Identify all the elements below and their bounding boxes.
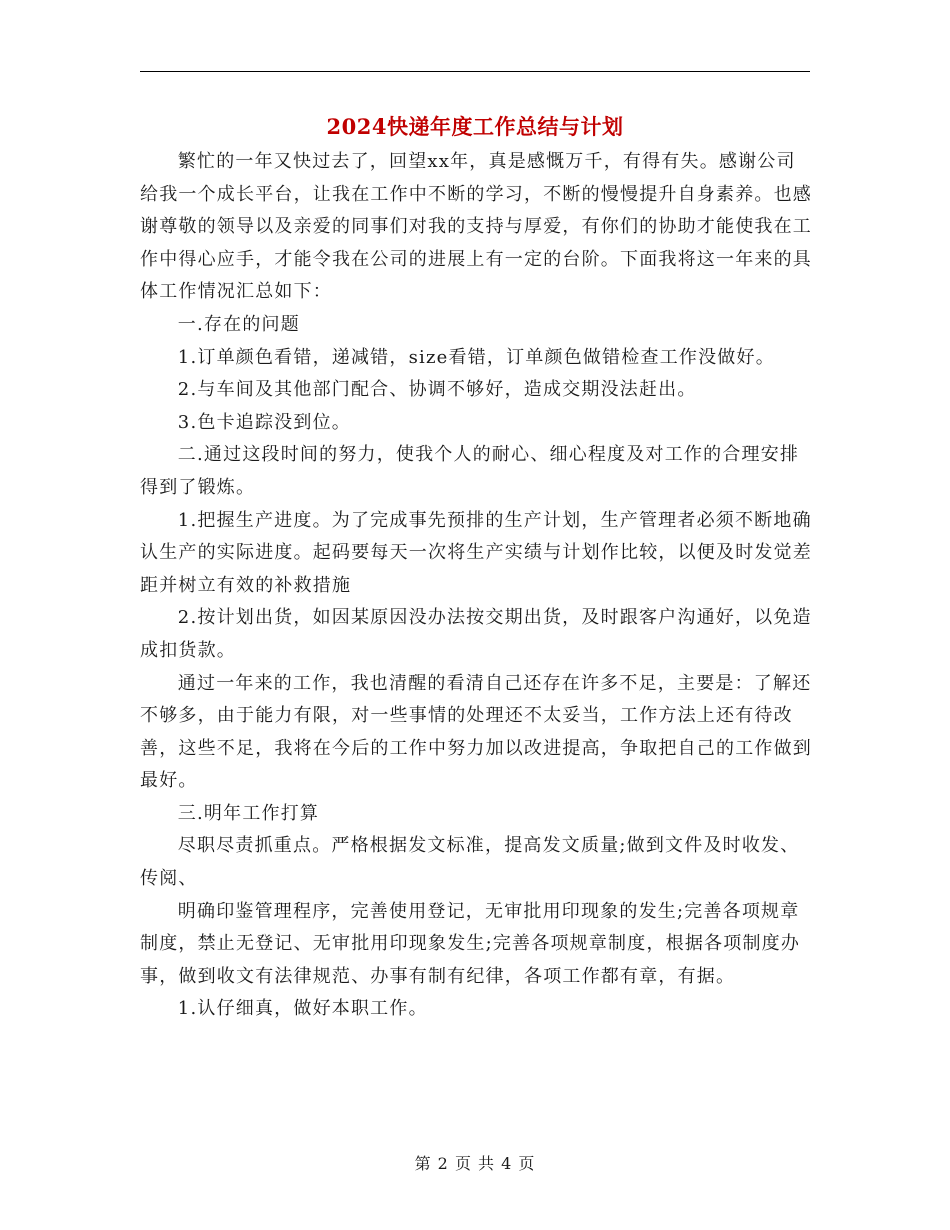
paragraph-problem-3: 3.色卡追踪没到位。 xyxy=(177,411,351,433)
section-heading-plan: 三.明年工作打算 xyxy=(177,802,320,824)
paragraph-intro: 繁忙的一年又快过去了，回望xx年，真是感慨万千，有得有失。感谢公司给我一个成长平台，让我在工作中不断的学习，不断的慢慢提升自身素养。也感谢尊敬的领导以及亲爱的同事们对我的支持与厚爱，有你们的协助才能使我在工作中得心应手，才能令我在公司的进展上有一定的台阶。下面我将这一年来的具体工作情况汇总如下： xyxy=(140,151,812,303)
paragraph-progress-2: 2.按计划出货，如因某原因没办法按交期出货，及时跟客户沟通好，以免造成扣货款。 xyxy=(140,607,812,661)
header-rule xyxy=(140,71,810,72)
paragraph-plan-3: 1.认仔细真，做好本职工作。 xyxy=(177,998,428,1020)
paragraph-problem-2: 2.与车间及其他部门配合、协调不够好，造成交期没法赶出。 xyxy=(177,379,697,401)
paragraph-problem-1: 1.订单颜色看错，递减错，size看错，订单颜色做错检查工作没做好。 xyxy=(177,346,775,368)
section-heading-progress: 二.通过这段时间的努力，使我个人的耐心、细心程度及对工作的合理安排得到了锻炼。 xyxy=(140,444,800,498)
document-title: 2024快递年度工作总结与计划 xyxy=(326,114,624,139)
section-heading-problems: 一.存在的问题 xyxy=(177,313,300,335)
paragraph-plan-1: 尽职尽责抓重点。严格根据发文标准，提高发文质量;做到文件及时收发、传阅、 xyxy=(140,835,800,890)
document-body xyxy=(140,146,812,1026)
paragraph-plan-2: 明确印鉴管理程序，完善使用登记，无审批用印现象的发生;完善各项规章制度，禁止无登记、无审批用印现象发生;完善各项规章制度，根据各项制度办事，做到收文有法律规范、办事有制有纪律，各项工作都有章，有据。 xyxy=(140,900,801,987)
page-number-label: 第 2 页 共 4 页 xyxy=(414,1154,536,1173)
page-footer xyxy=(0,1152,950,1176)
paragraph-progress-1: 1.把握生产进度。为了完成事先预排的生产计划，生产管理者必须不断地确认生产的实际进度。起码要每天一次将生产实绩与计划作比较，以便及时发觉差距并树立有效的补救措施 xyxy=(140,509,812,596)
paragraph-reflection: 通过一年来的工作，我也清醒的看清自己还存在许多不足，主要是：了解还不够多，由于能力有限，对一些事情的处理还不太妥当，工作方法上还有待改善，这些不足，我将在今后的工作中努力加以改进提高，争取把自己的工作做到最好。 xyxy=(140,672,812,792)
